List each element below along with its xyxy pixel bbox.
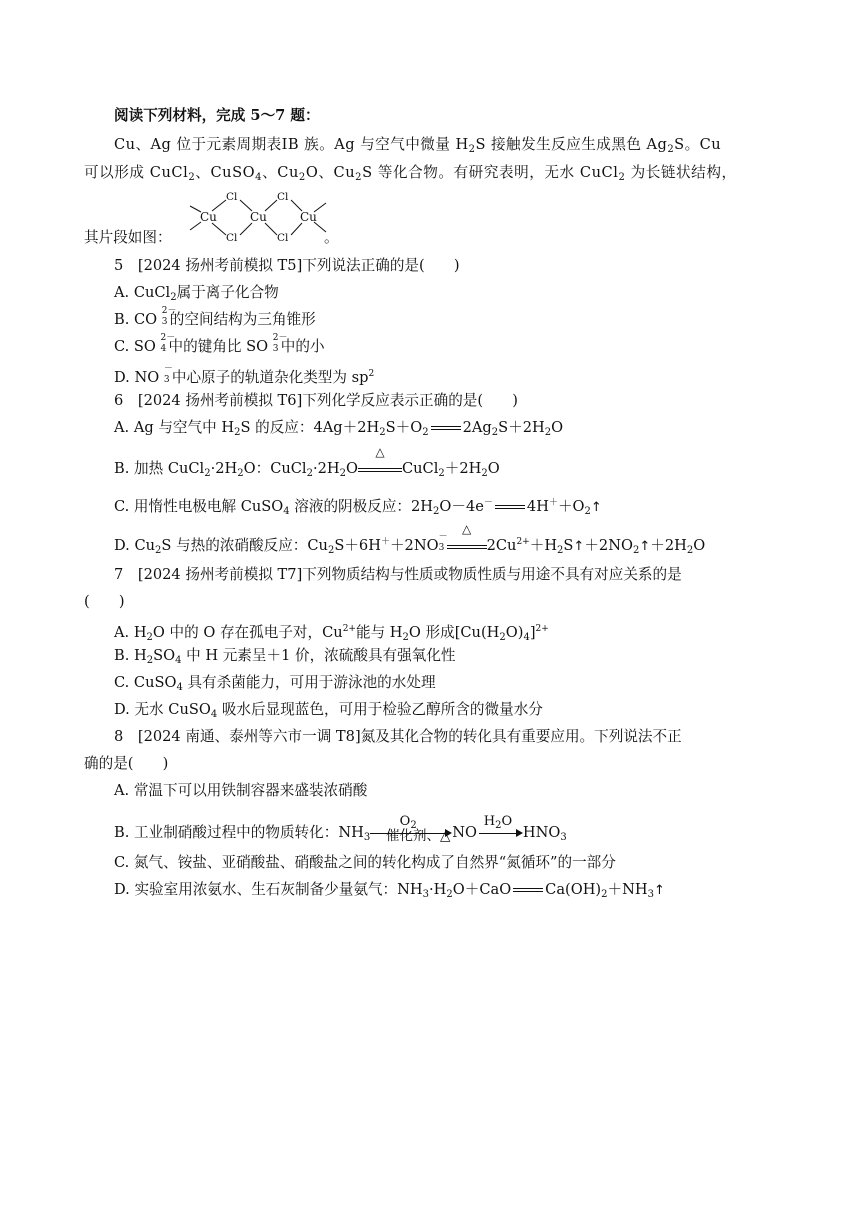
material-paragraph-line-1: Cu、Ag 位于元素周期表ⅠB 族。Ag 与空气中微量 $H_2S$ 接触发生反应生成黑色 $Ag_2S$。Cu [114, 136, 722, 155]
material-paragraph-line-2: 可以形成 CuCl$_2$、CuSO$_4$、$Cu_2O$、$Cu_2S$ 等化合物。有研究表明，无水 CuCl$_2$ 为长链状结构， [84, 164, 737, 183]
cl-atom: Cl [277, 191, 289, 203]
q8-option-d: D. 实验室用浓氨水、生石灰制备少量氨气：$NH_3\cdot H_2O+CaO$ $Ca(OH)_2+NH_3↑$ [114, 881, 665, 900]
q8-catalyst-condition: 催化剂、△ [386, 828, 451, 844]
q8-option-b: B. 工业制硝酸过程中的物质转化：$NH_3$ $O_2$ NO $H_2O$ $HNO_3$ [114, 814, 567, 843]
q5-option-d: D. NO － 3 中心原子的轨道杂化类型为 $sp^2$ [114, 364, 375, 386]
q7-option-d: D. 无水 CuSO$_4$ 吸水后显现蓝色，可用于检验乙醇所含的微量水分 [114, 701, 543, 720]
q8-stem: 8 [2024 南通、泰州等六市一调 T8]氮及其化合物的转化具有重要应用。下列说法不正 [114, 728, 682, 745]
q6-stem: 6 [2024 扬州考前模拟 T6]下列化学反应表示正确的是( ) [114, 392, 518, 409]
q7-option-c: C. CuSO$_4$ 具有杀菌能力，可用于游泳池的水处理 [114, 674, 436, 693]
q6-option-d: D. $Cu_2S$ 与热的浓硝酸反应：$Cu_2S+6H^++2NO$ － 3 △ $2Cu^{2+}+H_2S↑+2NO_2↑+2H_2O$ [114, 522, 706, 556]
fragment-label: 其片段如图： [84, 229, 172, 246]
q8-stem-line-2: 确的是( ) [84, 755, 169, 772]
q7-option-a: A. $H_2O$ 中的 O 存在孤电子对，$Cu^{2+}$能与 $H_2O$ 形成$[Cu(H_2O)_4]^{2+}$ [114, 624, 549, 643]
cu-atom: Cu [250, 210, 267, 224]
q6-option-b: B. 加热 $CuCl_2\cdot 2H_2O$：$CuCl_2\cdot 2H_2O$ △ $CuCl_2+2H_2O$ [114, 445, 500, 479]
q8-option-c: C. 氮气、铵盐、亚硝酸盐、硝酸盐之间的转化构成了自然界“氮循环”的一部分 [114, 854, 616, 871]
cu-atom: Cu [300, 210, 317, 224]
q7-stem-answer-blank: ( ) [84, 593, 125, 610]
q6-option-a: A. Ag 与空气中 $H_2S$ 的反应：$4Ag+2H_2S+O_2$ $2Ag_2S+2H_2O$ [114, 419, 564, 438]
cl-atom: Cl [226, 232, 238, 244]
cl-atom: Cl [226, 191, 238, 203]
q5-stem: 5 [2024 扬州考前模拟 T5]下列说法正确的是( ) [114, 257, 460, 274]
q5-option-a: A. CuCl$_2$属于离子化合物 [114, 284, 279, 303]
q5-option-b: B. CO 2－ 3 的空间结构为三角锥形 [114, 306, 316, 328]
q7-stem: 7 [2024 扬州考前模拟 T7]下列物质结构与性质或物质性质与用途不具有对应关系的是 [114, 566, 682, 583]
q5-option-c: C. SO 2－ 4 中的键角比 SO 2－ 3 中的小 [114, 333, 325, 355]
cl-atom: Cl [277, 232, 289, 244]
q8-option-a: A. 常温下可以用铁制容器来盛装浓硝酸 [114, 782, 368, 799]
q7-option-b: B. $H_2SO_4$ 中 H 元素呈＋1 价，浓硫酸具有强氧化性 [114, 647, 456, 666]
q6-option-c: C. 用惰性电极电解 CuSO$_4$ 溶液的阴极反应：$2H_2O-4e^-$ $4H^++O_2↑$ [114, 498, 602, 517]
fragment-end: 。 [324, 229, 339, 246]
cucl2-chain-structure [188, 188, 336, 246]
cu-atom: Cu [200, 210, 217, 224]
material-heading: 阅读下列材料，完成 5～7 题： [114, 107, 320, 124]
